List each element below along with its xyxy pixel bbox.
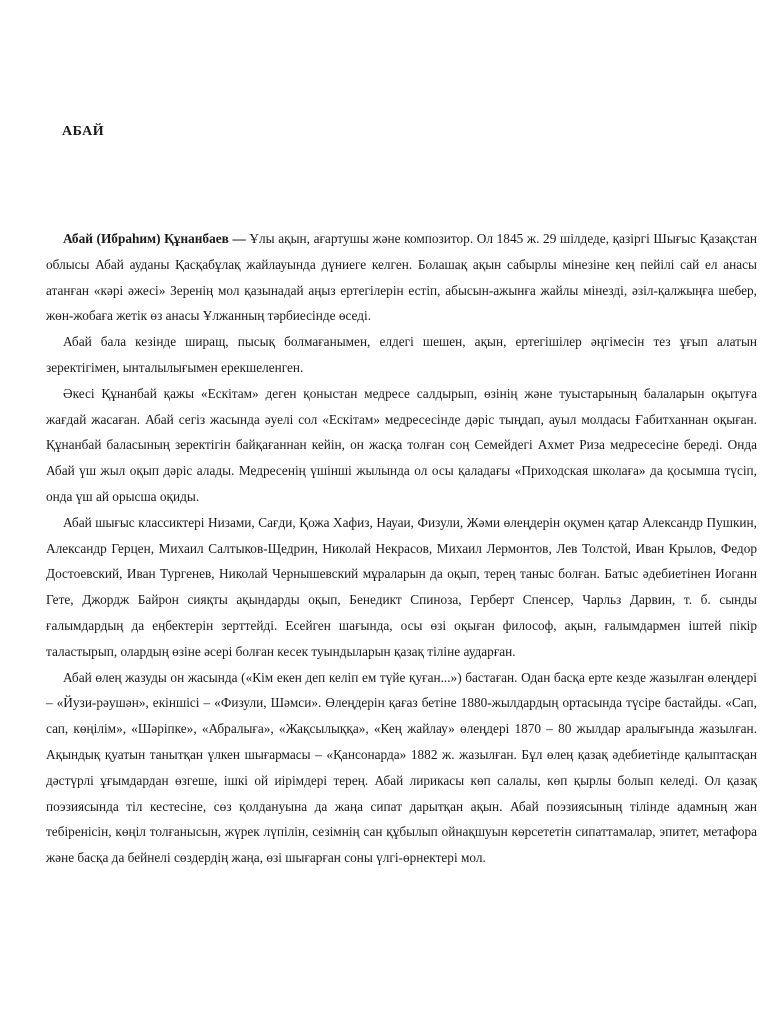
document-title: АБАЙ [62,124,105,139]
paragraph-intro [46,226,757,329]
document-body [46,226,757,871]
paragraph-influences: Абай шығыс классиктері Низами, Сағди, Қожа Хафиз, Науаи, Физули, Жәми өлеңдерін оқумен қатар Александр Пушкин, Александр Герцен, Михаил Салтыков-Щедрин, Николай Некрасов, Михаил Лермонтов, Лев Толстой, Иван Крылов, Федор Достоевский, Иван Тургенев, Николай Чернышевский мұраларын да оқып, терең таныс болған. Батыс әдебиетінен Иоганн Гете, Джордж Байрон сияқты ақындарды оқып, Бенедикт Спиноза, Герберт Спенсер, Чарльз Дарвин, т. б. сынды ғалымдардың да еңбектерін зерттейді. Есейген шағында, осы өзі оқыған философ, ақын, ғалымдармен іштей пікір таластырып, олардың өзіне әсері болған кесек туындыларын қазақ тіліне аударған. [46,514,757,659]
paragraph-childhood: Абай бала кезінде ширащ, пысық болмағанымен, елдегі шешен, ақын, ертегішілер әңгімесін тез ұғып алатын зеректігімен, ынталылығымен ерекшеленген. [46,334,757,375]
paragraph-education: Әкесі Құнанбай қажы «Ескітам» деген қоныстан медресе салдырып, өзінің және туыстарының балаларын оқытуға жағдай жасаған. Абай сегіз жасында әуелі сол «Ескітам» медресесінде дәріс тыңдап, ауыл молдасы Ғабитханнан оқыған. Құнанбай баласының зеректігін байқағаннан кейін, он жасқа толған соң Семейдегі Ахмет Риза медресесіне береді. Онда Абай үш жыл оқып дәріс алады. Медресенің үшінші жылында ол осы қаладағы «Приходская школаға» да қосымша түсіп, онда үш ай орысша оқиды. [46,385,757,504]
paragraph-intro-text: Ұлы ақын, ағартушы және композитор. Ол 1845 ж. 29 шілдеде, қазіргі Шығыс Қазақстан облысы Абай ауданы Қасқабұлақ жайлауында дүниеге келген. Болашақ ақын сабырлы мінезіне кең пейілі сай ел анасы атанған «кәрі әжесі» Зеренің мол қазынадай аңыз ертегілерін естіп, абысын-ажынға жайлы мінезді, әзіл-қалжыңға шебер, жөн-жобаға жетік өз анасы Ұлжанның тәрбиесінде өседі. [46,231,757,324]
lead-name: Абай (Ибраһим) Құнанбаев — [63,231,246,246]
paragraph-poetry: Абай өлең жазуды он жасында («Кім екен деп келіп ем түйе қуған...») бастаған. Одан басқа ерте кезде жазылған өлеңдері – «Йузи-рәушән», екіншісі – «Физули, Шәмси». Өлеңдерін қағаз бетіне 1880-жылдардың ортасында түсіре бастайды. «Сап, сап, көңілім», «Шәріпке», «Абралыға», «Жақсылыққа», «Кең жайлау» өлеңдері 1870 – 80 жылдар аралығында жазылған. Ақындық қуатын танытқан үлкен шығармасы – «Қансонарда» 1882 ж. жазылған. Бұл өлең қазақ әдебиетінде қалыптасқан дәстүрлі ұғымдардан өзгеше, ішкі ой иірімдері терең. Абай лирикасы көп салалы, көп қырлы болып келеді. Ол қазақ поэзиясында тіл кестесіне, сөз қолдануына да жаңа сипат дарытқан ақын. Абай поэзиясының тілінде адамның жан тебіренісін, көңіл толғанысын, жүрек лүпілін, сезімнің сан құбылып ойнақшуын көрсететін сипаттамалар, эпитет, метафора және басқа да бейнелі сөздердің жаңа, өзі шығарған соны үлгі-өрнектері мол. [46,669,757,866]
